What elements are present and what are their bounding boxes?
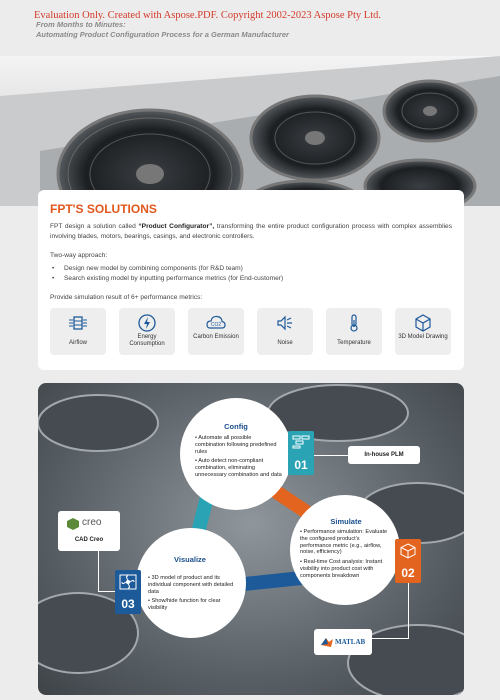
list-item: • Design new model by combining components (for R&D team) [52, 264, 283, 274]
metric-noise [257, 308, 313, 355]
process-diagram [38, 383, 464, 695]
metric-label: 3D Model Drawing [398, 334, 448, 340]
metric-carbon [188, 308, 244, 355]
simulate-points [300, 529, 388, 583]
metric-airflow [50, 308, 106, 355]
step-number: 03 [121, 597, 135, 611]
connector-line [314, 455, 348, 456]
list-item: • Performance simulation: Evaluate the configured product’s performance metric (e.g., airflow, noise, efficiency) [300, 529, 388, 556]
tool-cad-creo [58, 511, 120, 551]
cube-icon [413, 313, 433, 333]
thermometer-icon [344, 313, 364, 333]
airflow-icon [68, 313, 88, 333]
metric-label: Energy Consumption [129, 334, 165, 347]
list-item: • Show/hide function for clear visibility [148, 598, 221, 612]
step-number: 01 [294, 458, 308, 472]
tool-matlab [314, 629, 372, 655]
step-number: 02 [401, 566, 415, 580]
product-name: “Product Configurator”, [138, 223, 215, 230]
section-title: FPT'S SOLUTIONS [50, 202, 157, 216]
connector-line [98, 551, 99, 591]
step-03-badge [115, 570, 141, 614]
metric-temperature [326, 308, 382, 355]
creo-label: CAD Creo [74, 537, 104, 543]
metric-label: Noise [277, 340, 293, 346]
header-title: Automating Product Configuration Process for a German Manufacturer [36, 30, 289, 39]
metrics-title: Provide simulation result of 6+ performance metrics: [50, 294, 203, 301]
energy-icon [137, 313, 157, 333]
config-points [195, 435, 283, 482]
co2-icon [206, 313, 226, 333]
hero-fans-photo [0, 56, 500, 206]
metric-label: Temperature [337, 340, 371, 346]
connector-line [372, 638, 409, 639]
matlab-label: MATLAB [335, 638, 366, 646]
list-item: • 3D model of product and its individual component with detailed data [148, 575, 234, 595]
metric-energy [119, 308, 175, 355]
visualize-points [148, 575, 236, 615]
tool-in-house-plm: In-house PLM [348, 446, 420, 464]
metric-label: Carbon Emission [193, 334, 239, 340]
connector-line [98, 591, 115, 592]
matlab-logo-icon [320, 636, 334, 648]
bricks-icon [292, 435, 310, 449]
cube-icon [399, 543, 417, 559]
approach-title: Two-way approach: [50, 252, 108, 259]
step-02-badge [395, 539, 421, 583]
fan-icon [119, 574, 137, 590]
creo-logo-icon [66, 517, 80, 531]
metric-label: Airflow [68, 340, 87, 346]
config-title: Config [224, 422, 248, 431]
approach-list [52, 264, 283, 284]
list-item: • Search existing model by inputting performance metrics (for End-customer) [52, 274, 283, 284]
connector-line [408, 583, 409, 638]
visualize-title: Visualize [174, 555, 206, 564]
solution-intro: FPT design a solution called “Product Configurator”, transforming the entire product configuration process with complex assemblies involving blades, motors, bearings, casings, and electronic controllers. [50, 223, 452, 240]
svg-text:CO2: CO2 [210, 322, 222, 328]
solutions-card [38, 190, 464, 370]
step-01-badge [288, 431, 314, 475]
metric-3d-model [395, 308, 451, 355]
watermark-text: Evaluation Only. Created with Aspose.PDF. Copyright 2002-2023 Aspose Pty Ltd. [34, 10, 382, 21]
list-item: • Real-time Cost analysis: Instant visibility into product cost with components breakdown [300, 559, 383, 579]
list-item: • Automate all possible combination following predefined rules [195, 435, 277, 455]
creo-logo-text: creo [82, 517, 102, 528]
simulate-title: Simulate [330, 517, 362, 526]
header-subtitle: From Months to Minutes: [36, 20, 126, 29]
metrics-row [50, 308, 452, 356]
noise-icon [275, 313, 295, 333]
list-item: • Auto detect non-compliant combination, eliminating unnecessary combination and data [195, 458, 282, 478]
